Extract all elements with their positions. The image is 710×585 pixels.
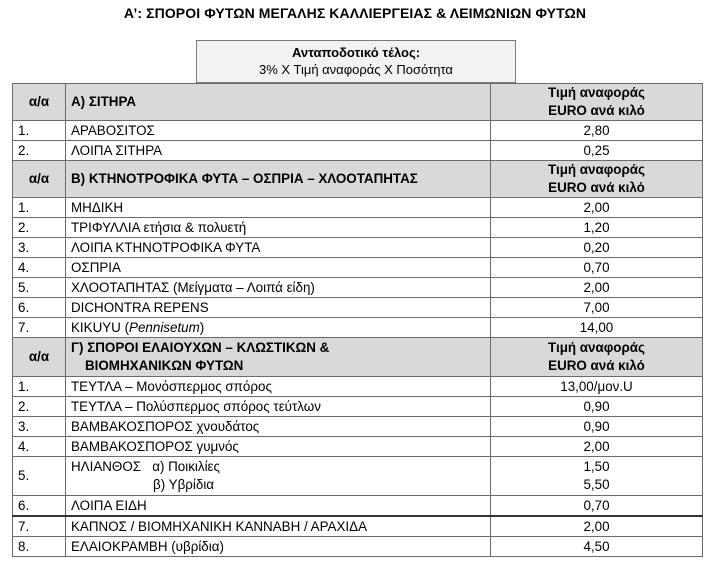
section-header-a bbox=[13, 84, 703, 121]
header-aa: α/α bbox=[13, 84, 66, 121]
row-name: ΤΕΥΤΛΑ – Μονόσπερμος σπόρος bbox=[66, 377, 491, 397]
row-name: ΧΛΟΟΤΑΠΗΤΑΣ (Μείγματα – Λοιπά είδη) bbox=[66, 278, 491, 298]
header-price bbox=[491, 161, 703, 198]
row-number: 7. bbox=[13, 516, 66, 537]
row-price-line2: 5,50 bbox=[583, 477, 610, 492]
row-name: ΒΑΜΒΑΚΟΣΠΟΡΟΣ γυμνός bbox=[66, 437, 491, 457]
row-price: 2,00 bbox=[491, 516, 703, 537]
row-number: 6. bbox=[13, 496, 66, 517]
header-aa: α/α bbox=[13, 161, 66, 198]
row-number: 8. bbox=[13, 537, 66, 557]
row-price: 2,00 bbox=[491, 278, 703, 298]
row-name: ΚΑΠΝΟΣ / ΒΙΟΜΗΧΑΝΙΚΗ ΚΑΝΝΑΒΗ / ΑΡΑΧΙΔΑ bbox=[66, 516, 491, 537]
fee-box bbox=[196, 40, 516, 83]
row-name-italic: Pennisetum bbox=[129, 319, 200, 335]
row-name: ΤΡΙΦΥΛΛΙΑ ετήσια & πολυετή bbox=[66, 218, 491, 238]
section-header-c bbox=[13, 338, 703, 377]
table-row bbox=[13, 298, 703, 318]
row-number: 1. bbox=[13, 377, 66, 397]
row-number: 4. bbox=[13, 258, 66, 278]
row-price: 0,70 bbox=[491, 496, 703, 517]
row-name-line2: β) Υβρίδια bbox=[153, 477, 215, 492]
row-price: 0,20 bbox=[491, 238, 703, 258]
row-number: 5. bbox=[13, 457, 66, 496]
section-title: Α) ΣΙΤΗΡΑ bbox=[66, 84, 491, 121]
row-name: ΤΕΥΤΛΑ – Πολύσπερμος σπόρος τεύτλων bbox=[66, 397, 491, 417]
row-number: 1. bbox=[13, 198, 66, 218]
row-price: 2,80 bbox=[491, 121, 703, 141]
row-price: 0,70 bbox=[491, 258, 703, 278]
row-price: 2,00 bbox=[491, 437, 703, 457]
section-title-line2: ΒΙΟΜΗΧΑΝΙΚΩΝ ΦΥΤΩΝ bbox=[85, 358, 244, 373]
row-name bbox=[66, 457, 491, 496]
row-number: 2. bbox=[13, 218, 66, 238]
header-price-line2: EURO ανά κιλό bbox=[548, 103, 645, 118]
row-number: 3. bbox=[13, 238, 66, 258]
row-price: 0,90 bbox=[491, 397, 703, 417]
section-title: Β) ΚΤΗΝΟΤΡΟΦΙΚΑ ΦΥΤΑ – ΟΣΠΡΙΑ – ΧΛΟΟΤΑΠΗΤΑΣ bbox=[66, 161, 491, 198]
table-row bbox=[13, 258, 703, 278]
row-name bbox=[66, 318, 491, 338]
header-price-line1: Τιμή αναφοράς bbox=[548, 162, 645, 177]
row-price: 4,50 bbox=[491, 537, 703, 557]
row-price-line1: 1,50 bbox=[583, 459, 610, 474]
row-name: ΑΡΑΒΟΣΙΤΟΣ bbox=[66, 121, 491, 141]
row-number: 5. bbox=[13, 278, 66, 298]
fee-box-formula: 3% Χ Τιμή αναφοράς Χ Ποσότητα bbox=[259, 62, 453, 77]
row-name: ΕΛΑΙΟΚΡΑΜΒΗ (υβρίδια) bbox=[66, 537, 491, 557]
section-title-line1: Γ) ΣΠΟΡΟΙ ΕΛΑΙΟΥΧΩΝ – ΚΛΩΣΤΙΚΩΝ & bbox=[71, 340, 330, 355]
fee-box-title: Ανταποδοτικό τέλος: bbox=[291, 45, 421, 60]
row-number: 2. bbox=[13, 397, 66, 417]
section-header-b bbox=[13, 161, 703, 198]
row-number: 1. bbox=[13, 121, 66, 141]
table-row bbox=[13, 377, 703, 397]
table-row bbox=[13, 141, 703, 161]
row-price: 0,25 bbox=[491, 141, 703, 161]
table-row bbox=[13, 457, 703, 496]
header-aa: α/α bbox=[13, 338, 66, 377]
table-row bbox=[13, 496, 703, 517]
header-price bbox=[491, 84, 703, 121]
header-price-line1: Τιμή αναφοράς bbox=[548, 85, 645, 100]
row-number: 4. bbox=[13, 437, 66, 457]
table-row bbox=[13, 318, 703, 338]
table-row bbox=[13, 218, 703, 238]
header-price bbox=[491, 338, 703, 377]
row-name: ΒΑΜΒΑΚΟΣΠΟΡΟΣ χνουδάτος bbox=[66, 417, 491, 437]
table-row bbox=[13, 397, 703, 417]
header-price-line1: Τιμή αναφοράς bbox=[548, 340, 645, 355]
row-name: ΜΗΔΙΚΗ bbox=[66, 198, 491, 218]
row-price bbox=[491, 457, 703, 496]
row-price: 2,00 bbox=[491, 198, 703, 218]
row-name: ΟΣΠΡΙΑ bbox=[66, 258, 491, 278]
page-title: Α’: ΣΠΟΡΟΙ ΦΥΤΩΝ ΜΕΓΑΛΗΣ ΚΑΛΛΙΕΡΓΕΙΑΣ & ΛΕΙΜΩΝΙΩΝ ΦΥΤΩΝ bbox=[123, 5, 587, 21]
row-price: 14,00 bbox=[491, 318, 703, 338]
row-name: DICHONTRA REPENS bbox=[66, 298, 491, 318]
row-number: 3. bbox=[13, 417, 66, 437]
table-row bbox=[13, 238, 703, 258]
row-number: 7. bbox=[13, 318, 66, 338]
row-name: ΛΟΙΠΑ ΕΙΔΗ bbox=[66, 496, 491, 517]
row-name: ΛΟΙΠΑ ΣΙΤΗΡΑ bbox=[66, 141, 491, 161]
table-row bbox=[13, 516, 703, 537]
price-table bbox=[12, 83, 703, 557]
row-name-suffix: ) bbox=[199, 319, 205, 335]
table-row bbox=[13, 437, 703, 457]
table-row bbox=[13, 121, 703, 141]
row-number: 6. bbox=[13, 298, 66, 318]
row-price: 1,20 bbox=[491, 218, 703, 238]
row-name-line1: ΗΛΙΑΝΘΟΣ α) Ποικιλίες bbox=[71, 459, 220, 474]
table-row bbox=[13, 417, 703, 437]
header-price-line2: EURO ανά κιλό bbox=[548, 180, 645, 195]
row-price: 0,90 bbox=[491, 417, 703, 437]
row-price: 13,00/μον.U bbox=[491, 377, 703, 397]
table-row bbox=[13, 278, 703, 298]
section-title bbox=[66, 338, 491, 377]
row-number: 2. bbox=[13, 141, 66, 161]
row-price: 7,00 bbox=[491, 298, 703, 318]
table-row bbox=[13, 537, 703, 557]
row-name-prefix: KIKUYU ( bbox=[71, 319, 130, 335]
header-price-line2: EURO ανά κιλό bbox=[548, 358, 645, 373]
table-row bbox=[13, 198, 703, 218]
row-name: ΛΟΙΠΑ ΚΤΗΝΟΤΡΟΦΙΚΑ ΦΥΤΑ bbox=[66, 238, 491, 258]
